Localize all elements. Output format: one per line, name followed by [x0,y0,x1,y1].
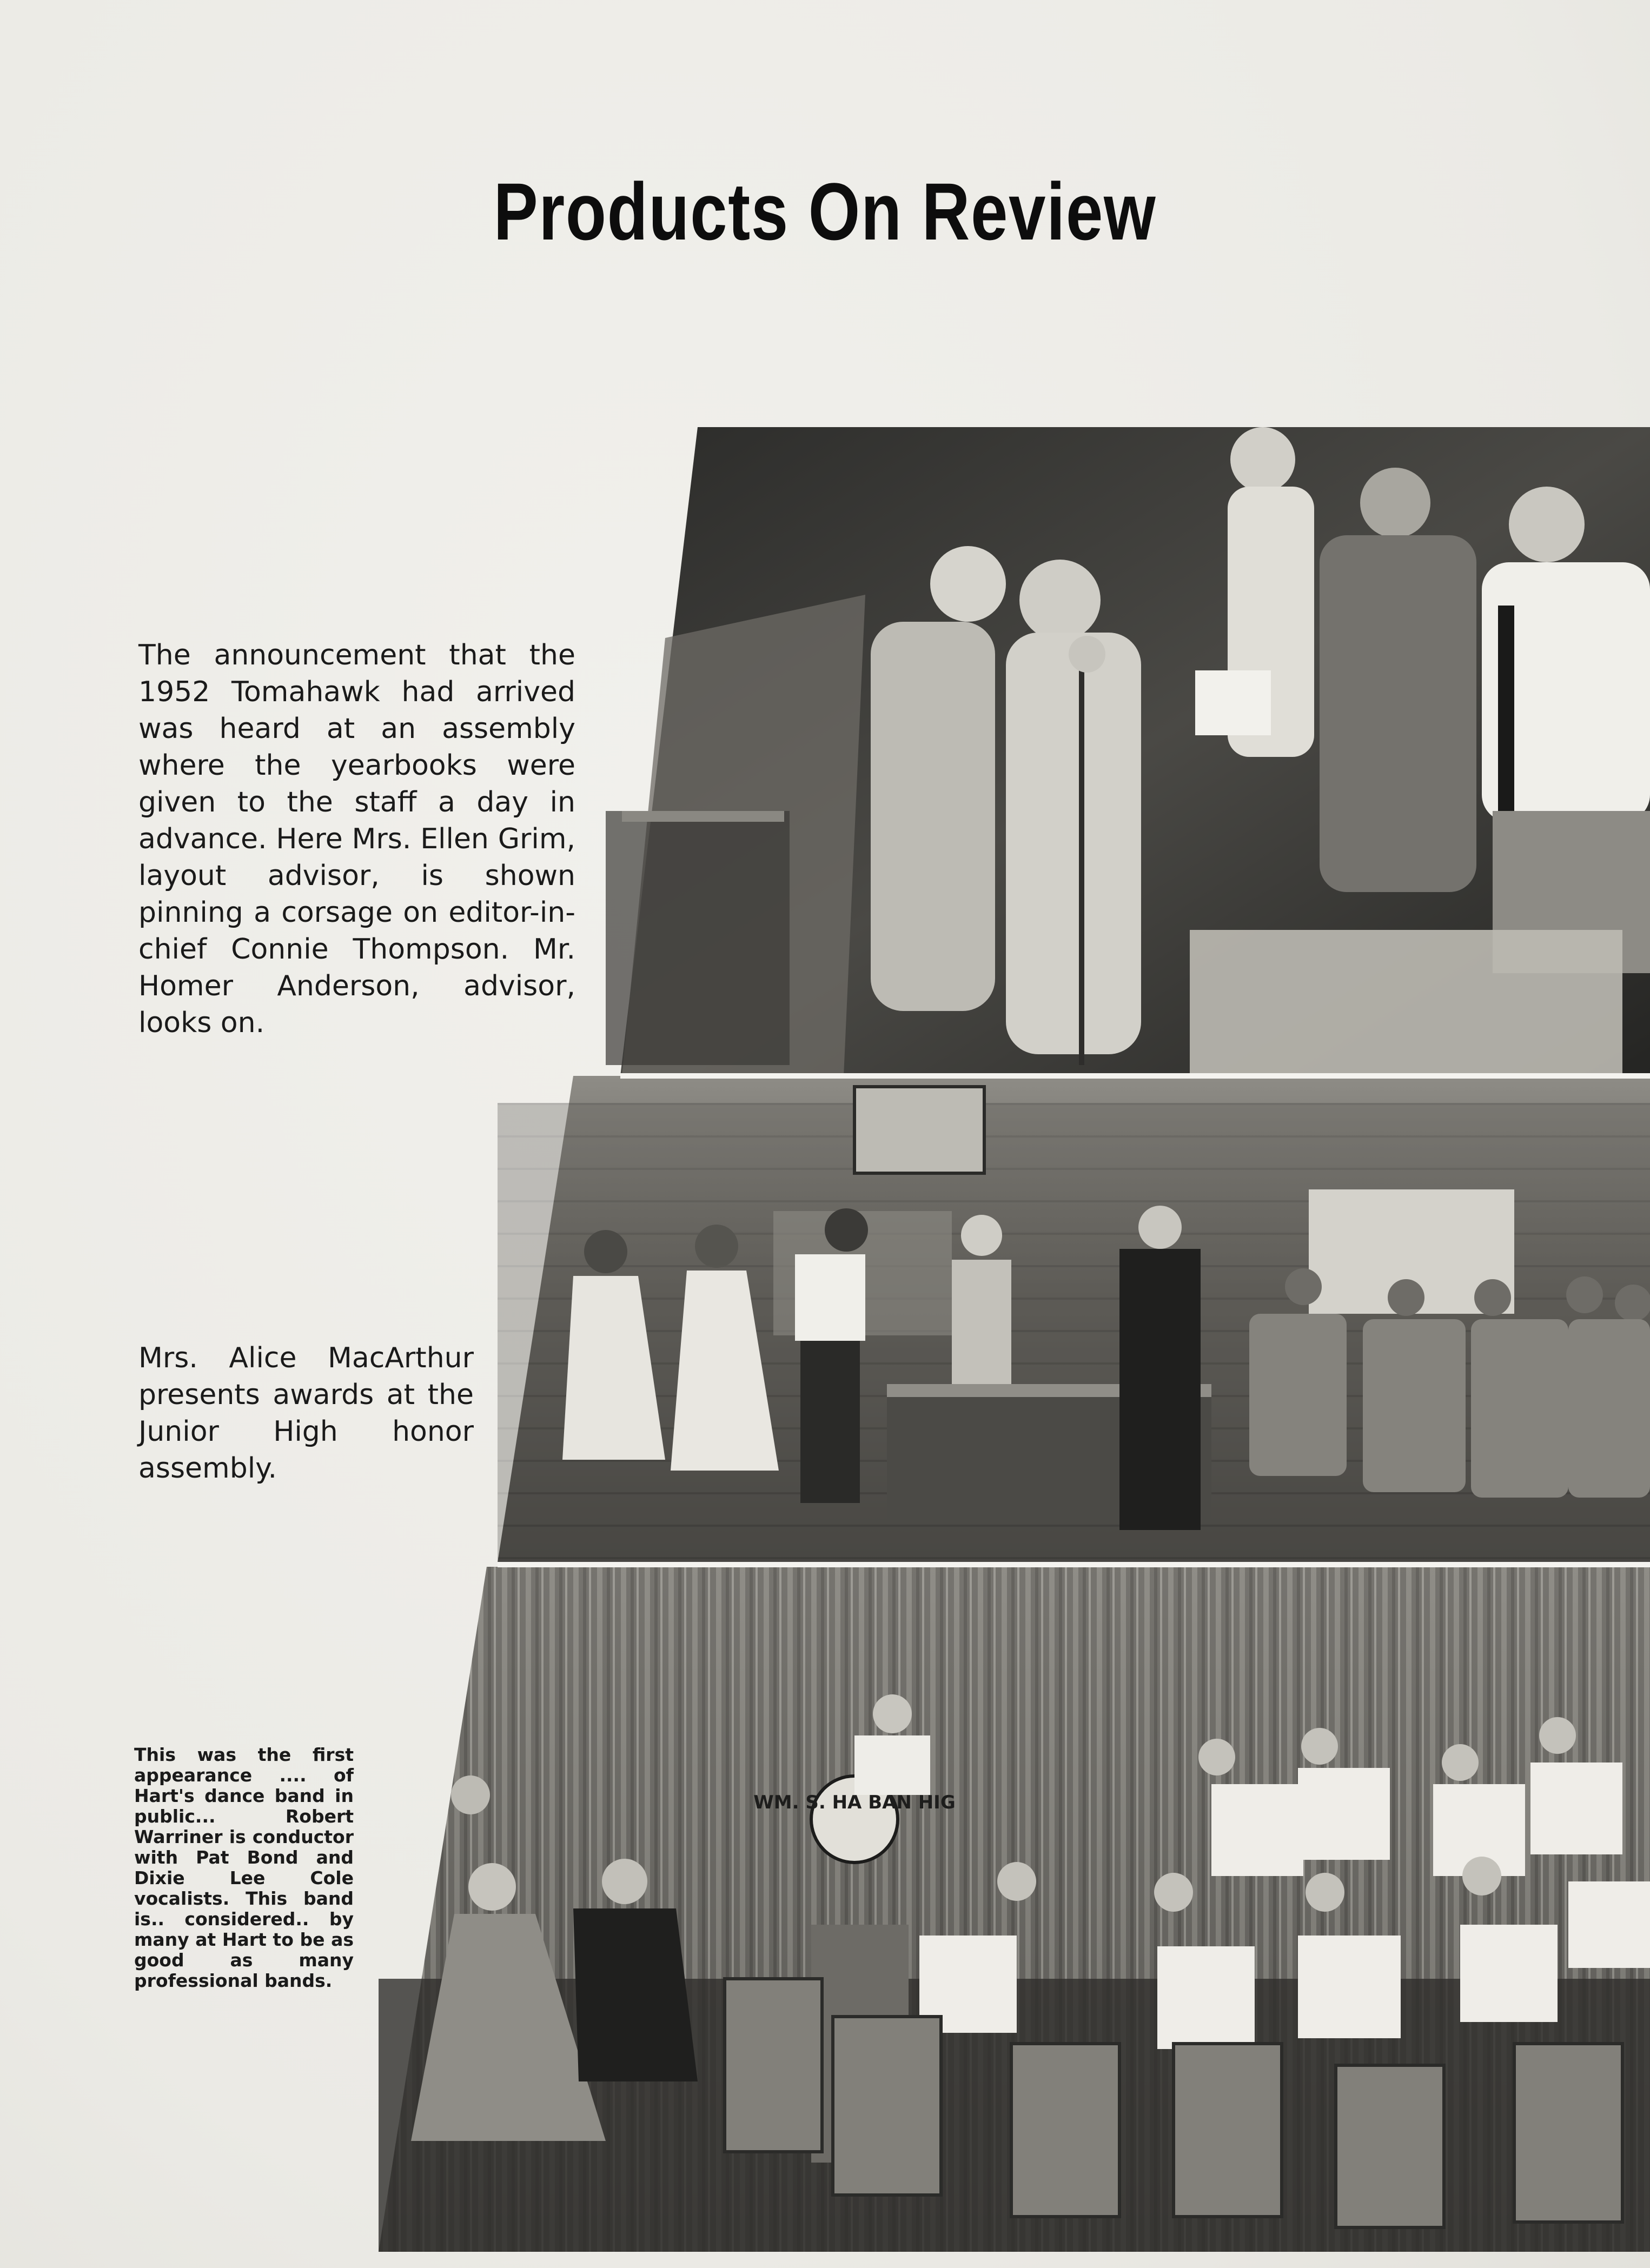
caption-yearbook-assembly: The announcement that the 1952 Tomahawk had arrived was heard at an assembly where the yearbooks were given to the staff a day in advance. Here Mrs. Ellen Grim, layout advisor, is shown pinning a corsage on editor-in-chief Connie Thompson. Mr. Homer Anderson, advisor, looks on. [138,639,575,1039]
photo-dance-band [379,1567,1650,2252]
photo-yearbook-assembly [606,427,1650,1076]
caption-honor-assembly: Mrs. Alice MacArthur presents awards at the Junior High honor assembly. [138,1342,474,1485]
caption-dance-band: This was the first appearance .... of Hart's dance band in public... Robert Warriner is conductor with Pat Bond and Dixie Lee Cole vocalists. This band is.. considered.. by many at Hart to be as good as many professional bands. [134,1744,354,1991]
photo-honor-assembly [498,1076,1650,1579]
page-title: Products On Review [493,166,1157,257]
bass-drum-label: WM. S. HA BAN HIG [753,1792,956,1813]
